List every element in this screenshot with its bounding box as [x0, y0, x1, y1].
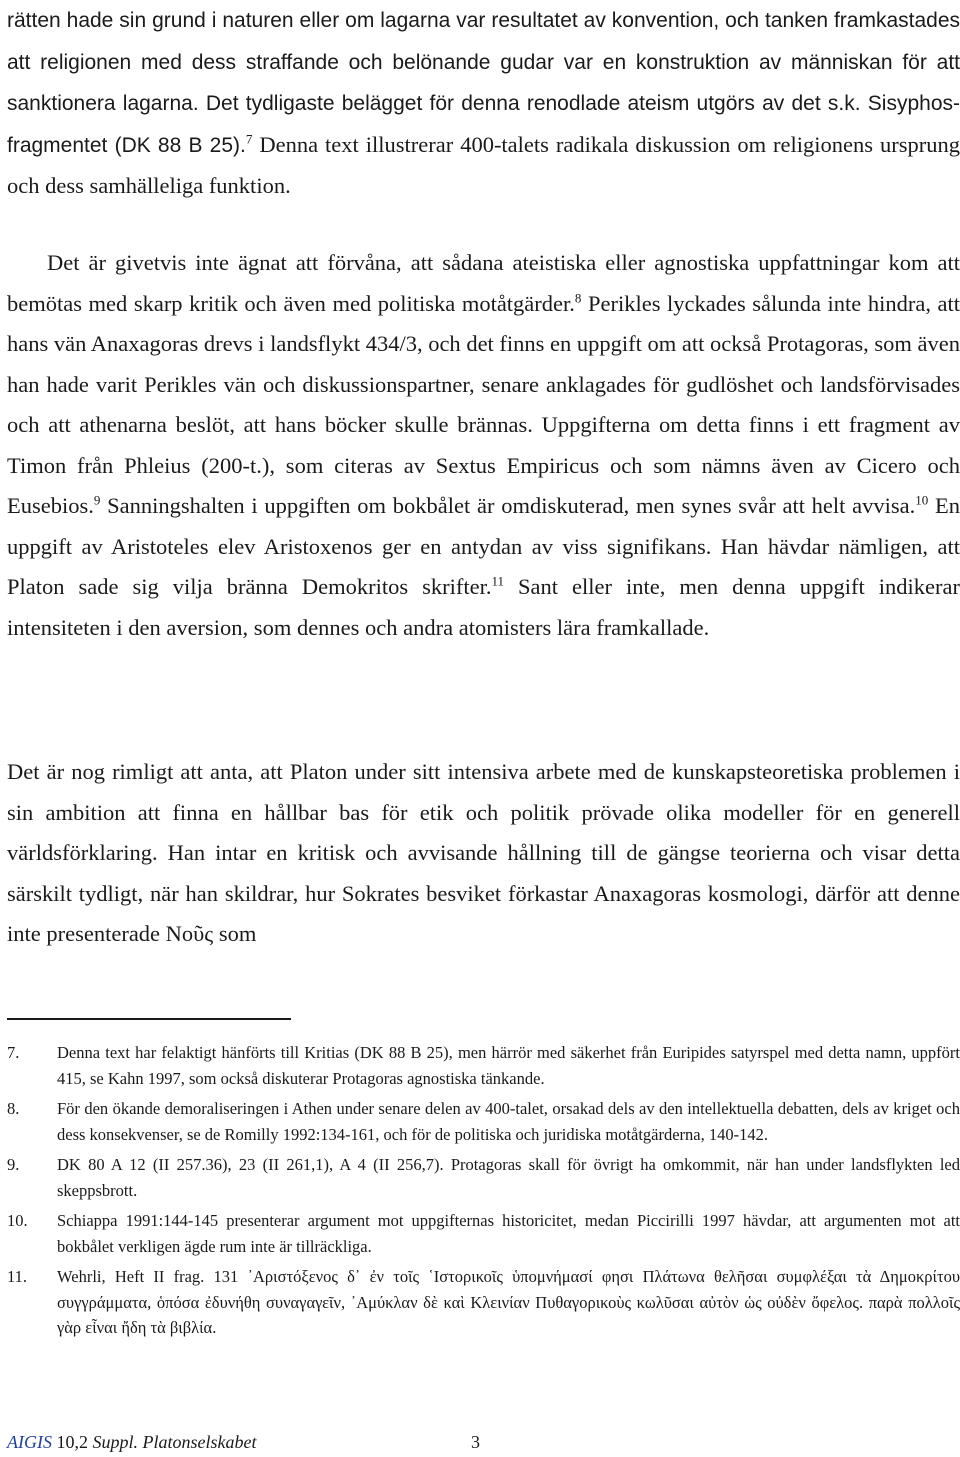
footnote-text: DK 80 A 12 (II 257.36), 23 (II 261,1), A 4 (II 256,7). Protagoras skall för övrigt ha omkommit, när han under landsflykten led skeppsbrott. — [57, 1155, 960, 1200]
footnote-text: Wehrli, Heft II frag. 131 ᾿Αριστόξενος δ᾿ ἐν τοῖς ῾Ιστορικοῖς ὑπομνήμασί φησι Πλάτωνα θελῆσαι συμφλέξαι τὰ Δημοκρίτου συγγράμματα, ὁπόσα ἐδυνήθη συναγαγεῖν, ᾿Αμύκλαν δὲ καὶ Κλεινίαν Πυθαγορικοὺς κωλῦσαι αὐτὸν ὡς οὐδὲν ὄφελος. παρὰ πολλοῖς γὰρ εἶναι ἤδη τὰ βιβλία. — [57, 1267, 960, 1337]
page-footer — [7, 1432, 256, 1453]
paragraph-2-seg1: Det är givetvis inte ägnat att förvåna, att sådana ateistiska eller agnostiska uppfattningar kom att bemötas med skarp kritik och även med politiska motåtgärder. — [7, 250, 960, 316]
footnote-text: För den ökande demoraliseringen i Athen under senare delen av 400-talet, orsakad dels av den intellektuella debatten, dels av kriget och dess konsekvenser, se de Romilly 1992:134-161, och för de politiska och juridiska motåtgärderna, 140-142. — [57, 1099, 960, 1144]
footnote-text: Schiappa 1991:144-145 presenterar argument mot uppgifternas historicitet, medan Piccirilli 1997 hävdar, att argumenten mot att bokbålet verkligen ägde rum inte är tillräckliga. — [57, 1211, 960, 1256]
page-number: 3 — [471, 1432, 480, 1452]
footnotes-list — [7, 1040, 960, 1346]
journal-volume: 10,2 — [56, 1432, 88, 1452]
footnote-8 — [7, 1096, 960, 1147]
footnote-ref-11[interactable]: 11 — [491, 573, 505, 589]
footnote-text: Denna text har felaktigt hänförts till Kritias (DK 88 B 25), men härrör med säkerhet från Euripides satyrspel med detta namn, uppfört 415, se Kahn 1997, som också diskuterar Protagoras agnostiska tänkande. — [57, 1043, 960, 1088]
footnote-7 — [7, 1040, 960, 1091]
journal-brand[interactable]: AIGIS — [7, 1432, 52, 1452]
footnote-ref-9[interactable]: 9 — [93, 492, 101, 508]
paragraph-3: Det är nog rimligt att anta, att Platon under sitt intensiva arbete med de kunskapsteoretiska problemen i sin ambition att finna en hållbar bas för etik och politik prövade olika modeller för en generell världsförklaring. Han intar en kritisk och avvisande hållning till de gängse teorierna och visar detta särskilt tydligt, när han skildrar, hur Sokrates besviket förkastar Anaxagoras kosmologi, därför att denne inte presenterade Νοῦς som — [7, 759, 960, 946]
footnote-ref-10[interactable]: 10 — [915, 492, 929, 508]
footnote-number: 8. — [7, 1099, 20, 1118]
footnote-ref-8[interactable]: 8 — [574, 290, 582, 305]
footnote-number: 10. — [7, 1211, 28, 1230]
paragraph-2-seg4: En uppgift av Aristoteles elev Aristoxenos ger en antydan av viss signifikans. Han hävdar nämligen, att Platon sade sig vilja bränna Demokritos skrifter. — [7, 493, 960, 599]
footnote-number: 11. — [7, 1267, 28, 1286]
footnote-10 — [7, 1208, 960, 1259]
footnote-9 — [7, 1152, 960, 1203]
footnote-number: 7. — [7, 1043, 20, 1062]
footnote-separator — [7, 1018, 291, 1020]
footnote-number: 9. — [7, 1155, 20, 1174]
footnote-ref-7[interactable]: 7 — [245, 131, 253, 146]
paragraph-2-seg5: Sant eller inte, men denna uppgift indikerar intensiteten i den aversion, som dennes och andra atomisters lära framkallade. — [7, 574, 960, 640]
journal-suppl: Suppl. Platonselskabet — [92, 1432, 257, 1452]
paragraph-1-rest: Denna text illustrerar 400-talets radikala diskussion om religionens ursprung och dess samhälleliga funktion. — [7, 131, 960, 198]
paragraph-1 — [7, 0, 960, 207]
paragraph-2 — [7, 243, 960, 648]
paragraph-2-seg2: Perikles lyckades sålunda inte hindra, att hans vän Anaxagoras drevs i landsflykt 434/3, och det finns en uppgift om att också Protagoras, som även han hade varit Perikles vän och diskussionspartner, senare anklagades för gudlöshet och landsförvisades och att athenarna beslöt, att hans böcker skulle brännas. Uppgifterna om detta finns i ett fragment av Timon från Phleius (200-t.), som citeras av Sextus Empiricus och som nämns även av Cicero och Eusebios. — [7, 290, 960, 518]
paragraph-1-sans-prefix: rätten hade sin grund i naturen eller om lagarna var resultatet av konvention, och tanken framkastades att religionen med dess straffande och belönande gudar var en konstruktion av människan för att sanktionera lagarna. Det tydligaste belägget för denna renodlade ateism utgörs av det s.k. Sisyphos-fragmentet (DK 88 B 25). — [7, 9, 960, 157]
footnote-11 — [7, 1264, 960, 1341]
paragraph-2-seg3: Sanningshalten i uppgiften om bokbålet är omdiskuterad, men synes svår att helt avvisa. — [100, 493, 916, 518]
